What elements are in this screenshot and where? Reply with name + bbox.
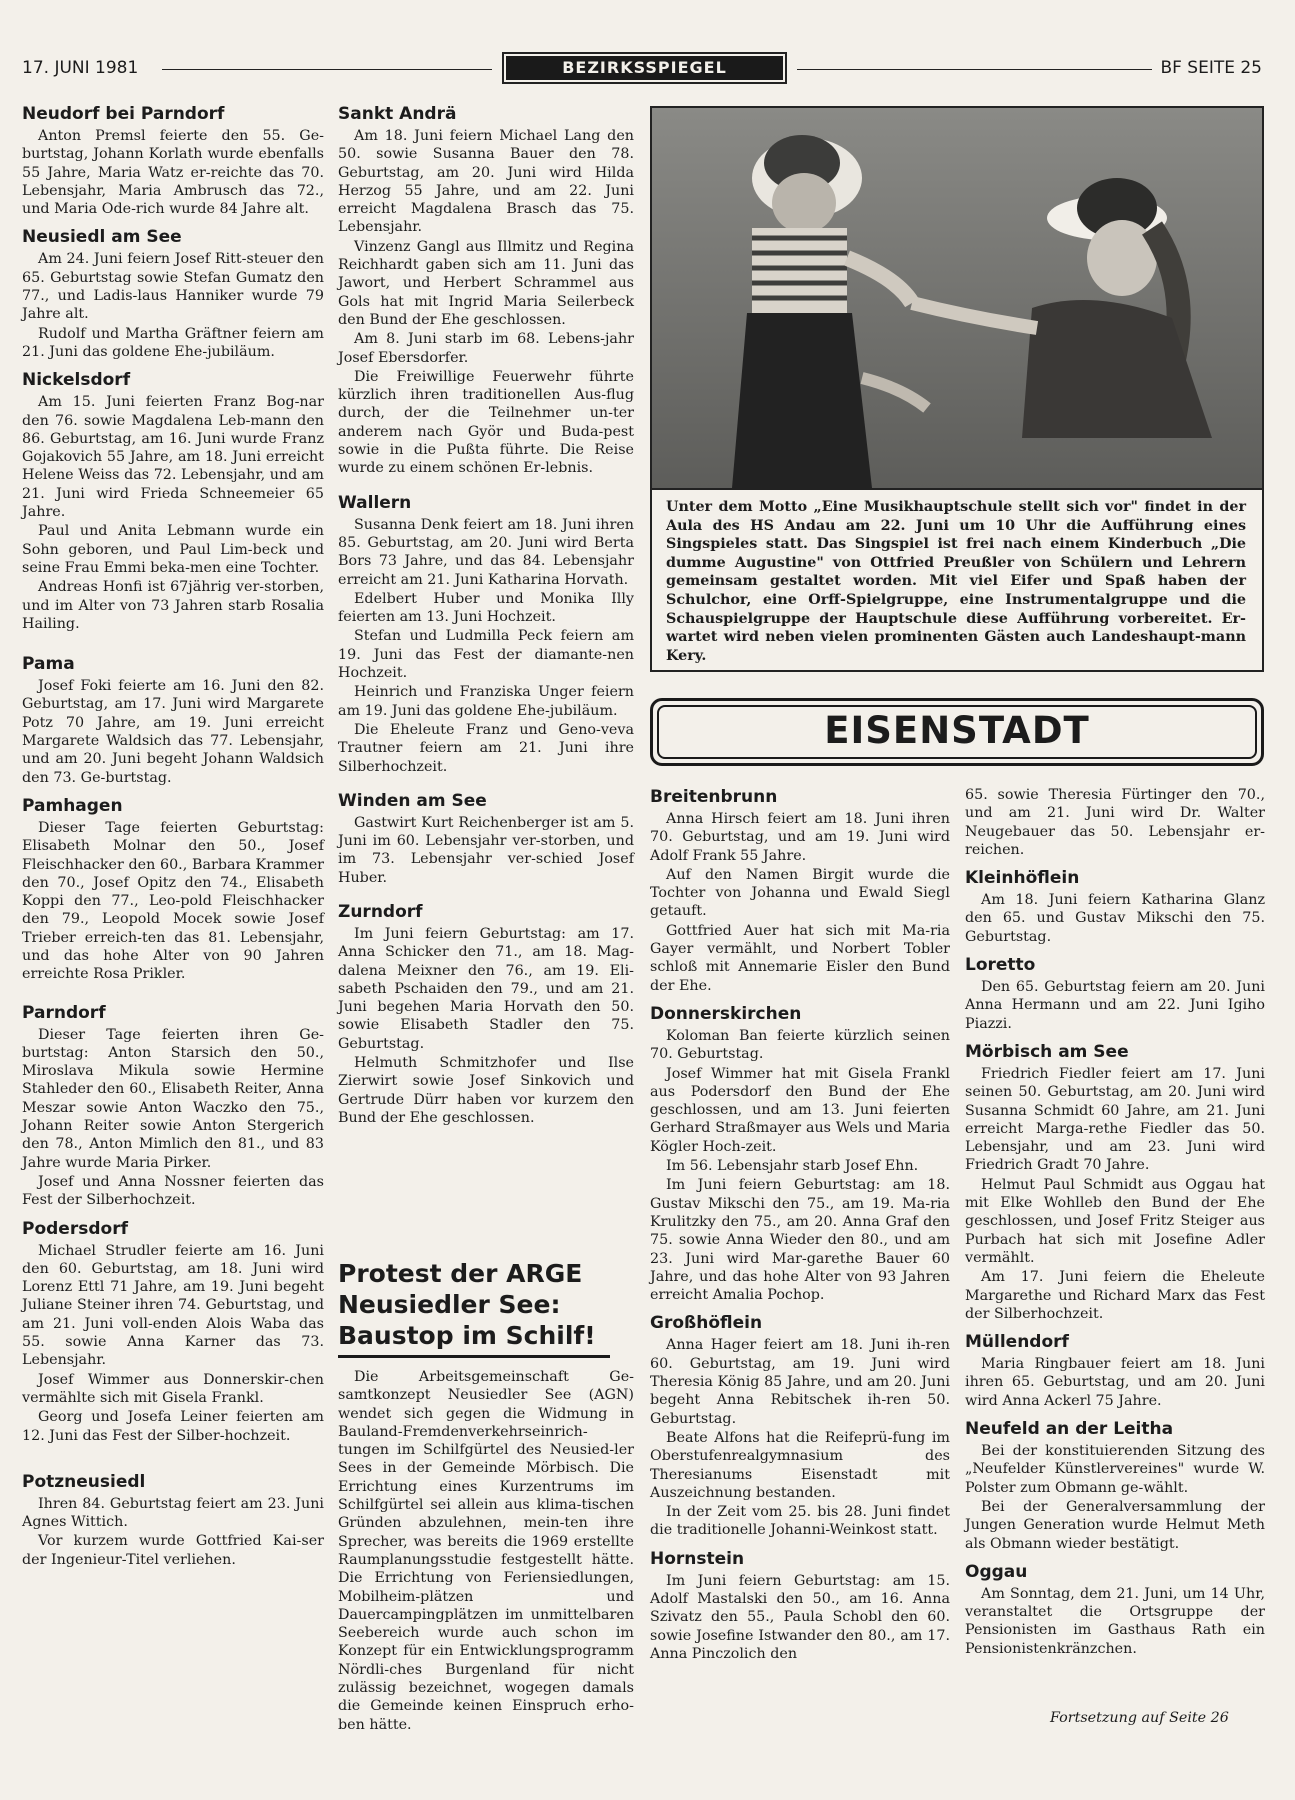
article-paragraph: Am 8. Juni starb im 68. Lebens-jahr Josef Ebersdorfer. xyxy=(338,331,634,366)
article-paragraph: Anna Hirsch feiert am 18. Juni ihren 70. Geburtstag, und am 19. Juni wird Adolf Frank 55 Jahre. xyxy=(650,811,950,864)
protest-headline-line: Neusiedler See: xyxy=(338,1290,561,1319)
photo-image xyxy=(652,108,1262,488)
protest-article xyxy=(338,1368,634,1735)
continued-note: Fortsetzung auf Seite 26 xyxy=(1050,1710,1229,1726)
article-paragraph: Die Freiwillige Feuerwehr führte kürzlich ihren traditionellen Aus-flug durch, der die Teilnehmer un-ter anderem nach Györ und Buda-pest sowie in die Pußta führte. Die Reise wurde zu einem schönen Er-lebnis. xyxy=(338,368,634,477)
article-heading: Kleinhöflein xyxy=(965,868,1080,889)
article-paragraph: Josef Wimmer hat mit Gisela Frankl aus Podersdorf den Bund der Ehe geschlossen, und am 13. Juni feierten Gerhard Straßmayer aus Wels und Maria Kögler Hoch-zeit. xyxy=(650,1065,950,1155)
article-paragraph: Am 17. Juni feiern die Eheleute Margarethe und Richard Marx das Fest der Silberhochzeit. xyxy=(965,1269,1265,1322)
page-number: BF SEITE 25 xyxy=(1160,58,1262,78)
article-heading: Mörbisch am See xyxy=(965,1041,1129,1062)
article-heading: Potzneusiedl xyxy=(22,1471,146,1492)
article-paragraph: Susanna Denk feiert am 18. Juni ihren 85. Geburtstag, am 20. Juni wird Berta Bors 73 Jahre, und das 84. Lebensjahr erreicht am 21. Juni Katharina Horvath. xyxy=(338,516,634,588)
article-heading: Winden am See xyxy=(338,790,487,811)
article-paragraph: Dieser Tage feierten ihren Ge-burtstag: Anton Starsich den 50., Miroslava Mikula sowie Hermine Stahleder den 60., Elisabeth Reiter, Anna Meszar sowie Anton Waczko den 75., Johann Reiter sowie Anton Stergerich den 78., Anton Mimlich den 81., und 83 Jahre wurde Maria Pirker. xyxy=(22,1026,324,1171)
photo-caption: Unter dem Motto „Eine Musikhauptschule stellt sich vor" findet in der Aula des HS Andau am 22. Juni um 10 Uhr die Aufführung eines Singspieles statt. Das Singspiel ist frei nach einem Kinderbuch „Die dumme Augustine" von Ottfried Preußler von Schülern und Lehrern gemeinsam gestaltet worden. Mit viel Eifer und Spaß haben der Schulchor, eine Orff-Spielgruppe, eine Instrumentalgruppe und die Schauspielgruppe der Hauptschule diese Aufführung vorbereitet. Er-wartet wird neben vielen prominenten Gästen auch Landeshaupt-mann Kery. xyxy=(666,499,1246,664)
issue-date: 17. JUNI 1981 xyxy=(22,58,139,78)
article-paragraph: Gastwirt Kurt Reichenberger ist am 5. Juni im 60. Lebensjahr ver-storben, und im 73. Lebensjahr ver-schied Josef Huber. xyxy=(338,814,634,886)
article-paragraph: Georg und Josefa Leiner feierten am 12. Juni das Fest der Silber-hochzeit. xyxy=(22,1409,324,1444)
header-rule-left xyxy=(162,69,492,70)
protest-headline xyxy=(338,1258,610,1351)
article-heading: Hornstein xyxy=(650,1548,745,1569)
article-paragraph: Gottfried Auer hat sich mit Ma-ria Gayer vermählt, und Norbert Tobler schloß mit Annemarie Eisler den Bund der Ehe. xyxy=(650,922,950,994)
article-paragraph: Josef und Anna Nossner feierten das Fest der Silberhochzeit. xyxy=(22,1173,324,1209)
column-4 xyxy=(965,786,1265,1659)
article-paragraph: Am 24. Juni feiern Josef Ritt-steuer den 65. Geburtstag sowie Stefan Gumatz den 77., und Ladis-laus Hanniker wurde 79 Jahre alt. xyxy=(22,251,324,323)
section-banner xyxy=(650,698,1264,766)
article-paragraph: Stefan und Ludmilla Peck feiern am 19. Juni das Fest der diamante-nen Hochzeit. xyxy=(338,628,634,682)
article-heading: Breitenbrunn xyxy=(650,787,778,807)
article-paragraph: Bei der Generalversammlung der Jungen Generation wurde Helmut Meth als Obmann wieder bestätigt. xyxy=(965,1498,1265,1552)
header-rule-right xyxy=(797,69,1152,70)
article-paragraph: Vor kurzem wurde Gottfried Kai-ser der Ingenieur-Titel verliehen. xyxy=(22,1533,324,1568)
article-paragraph: Edelbert Huber und Monika Illy feierten am 13. Juni Hochzeit. xyxy=(338,590,634,626)
article-paragraph: Helmuth Schmitzhofer und Ilse Zierwirt sowie Josef Sinkovich und Gertrude Dürr haben vor kurzem den Bund der Ehe geschlossen. xyxy=(338,1055,634,1126)
column-2 xyxy=(338,103,634,1128)
article-heading: Nickelsdorf xyxy=(22,370,131,391)
protest-rule xyxy=(338,1355,610,1358)
article-paragraph: Am 18. Juni feiern Michael Lang den 50. sowie Susanna Bauer den 78. Geburtstag, am 20. Juni wird Hilda Herzog 55 Jahre, und am 22. Juni erreicht Magdalena Brasch das 75. Lebensjahr. xyxy=(338,128,634,236)
article-heading: Neudorf bei Parndorf xyxy=(22,104,225,124)
article-paragraph: Ihren 84. Geburtstag feiert am 23. Juni Agnes Wittich. xyxy=(22,1495,324,1531)
article-paragraph: Josef Wimmer aus Donnerskir-chen vermählte sich mit Gisela Frankl. xyxy=(22,1371,324,1406)
article-paragraph: Am 15. Juni feierten Franz Bog-nar den 76. sowie Magdalena Leb-mann den 86. Geburtstag, am 16. Juni wurde Franz Gojakovich 55 Jahre, am 18. Juni erreicht Helene Weiss das 72. Lebensjahr, und am 21. Juni wird Frieda Schneemeier 65 Jahre. xyxy=(22,394,324,521)
section-label: BEZIRKSSPIEGEL xyxy=(506,56,783,80)
article-paragraph: Die Eheleute Franz und Geno-veva Trautner feiern am 21. Juni ihre Silberhochzeit. xyxy=(338,721,634,775)
article-paragraph: Auf den Namen Birgit wurde die Tochter von Johanna und Ewald Siegl getauft. xyxy=(650,866,950,920)
article-paragraph: Heinrich und Franziska Unger feiern am 19. Juni das goldene Ehe-jubiläum. xyxy=(338,684,634,719)
page-header xyxy=(22,50,1262,92)
article-paragraph: Friedrich Fiedler feiert am 17. Juni seinen 50. Geburtstag, am 20. Juni wird Susanna Schmidt 60 Jahre, am 21. Juni erreicht Marga-rethe Fiedler das 50. Lebensjahr, und am 23. Juni wird Friedrich Gradt 70 Jahre. xyxy=(965,1065,1265,1174)
article-paragraph: Im Juni feiern Geburtstag: am 15. Adolf Mastalski den 50., am 16. Anna Szivatz den 55., Paula Schobl den 60. sowie Josefine Istwander den 80., am 17. Anna Pinczolich den xyxy=(650,1572,950,1662)
photo-box xyxy=(650,106,1264,672)
article-paragraph: Dieser Tage feierten Geburtstag: Elisabeth Molnar den 50., Josef Fleischhacker den 60., Barbara Krammer den 70., Josef Opitz den 74., Elisabeth Koppi den 77., Leo-pold Fleischhacker den 79., Leopold Mocek sowie Josef Trieber erreich-ten das 81. Lebensjahr, und das hohe Alter von 90 Jahren erreichte Rosa Prikler. xyxy=(22,819,324,983)
article-paragraph: Rudolf und Martha Gräftner feiern am 21. Juni das goldene Ehe-jubiläum. xyxy=(22,325,324,360)
article-heading: Müllendorf xyxy=(965,1332,1069,1353)
column-1 xyxy=(22,103,324,1570)
article-heading: Wallern xyxy=(338,492,412,513)
article-heading: Loretto xyxy=(965,955,1036,976)
article-heading: Oggau xyxy=(965,1561,1028,1582)
article-heading: Sankt Andrä xyxy=(338,104,457,124)
article-heading: Parndorf xyxy=(22,1002,106,1023)
article-paragraph: Koloman Ban feierte kürzlich seinen 70. Geburtstag. xyxy=(650,1027,950,1063)
article-paragraph: Andreas Honfi ist 67jährig ver-storben, und im Alter von 73 Jahren starb Rosalia Hailing. xyxy=(22,579,324,632)
article-heading: Großhöflein xyxy=(650,1313,763,1334)
article-heading: Donnerskirchen xyxy=(650,1003,802,1024)
article-paragraph: Den 65. Geburtstag feiern am 20. Juni Anna Hermann und am 22. Juni Igiho Piazzi. xyxy=(965,979,1265,1032)
article-paragraph: Helmut Paul Schmidt aus Oggau hat mit Elke Wohlleb den Bund der Ehe geschlossen, und Josef Fritz Steiger aus Purbach hat sich mit Josefine Adler vermählt. xyxy=(965,1176,1265,1266)
article-paragraph: Maria Ringbauer feiert am 18. Juni ihren 65. Geburtstag, und am 20. Juni wird Anna Ackerl 75 Jahre. xyxy=(965,1356,1265,1409)
article-heading: Pamhagen xyxy=(22,795,123,816)
section-label-box xyxy=(502,52,787,84)
article-paragraph: Beate Alfons hat die Reifeprü-fung im Oberstufenrealgymnasium des Theresianums Eisenstadt mit Auszeichnung bestanden. xyxy=(650,1429,950,1501)
article-paragraph: Josef Foki feierte am 16. Juni den 82. Geburtstag, am 17. Juni wird Margarete Potz 70 Jahre, am 19. Juni erreicht Margarete Waldsich das 77. Lebensjahr, und am 20. Juni begeht Johann Waldsich den 73. Ge-burtstag. xyxy=(22,678,324,786)
article-paragraph: Bei der konstituierenden Sitzung des „Neufelder Künstlervereines" wurde W. Polster zum Obmann ge-wählt. xyxy=(965,1443,1265,1496)
article-paragraph: Am 18. Juni feiern Katharina Glanz den 65. und Gustav Mikschi den 75. Geburtstag. xyxy=(965,892,1265,945)
article-heading: Pama xyxy=(22,654,75,675)
protest-headline-line: Baustop im Schilf! xyxy=(338,1321,596,1350)
article-heading: Zurndorf xyxy=(338,901,423,922)
column-3 xyxy=(650,786,950,1664)
article-paragraph: 65. sowie Theresia Fürtinger den 70., und am 21. Juni wird Dr. Walter Neugebauer das 50. Lebensjahr er-reichen. xyxy=(965,787,1265,858)
article-paragraph: Anton Premsl feierte den 55. Ge-burtstag, Johann Korlath wurde ebenfalls 55 Jahre, Maria Watz er-reichte das 70. Lebensjahr, Maria Ambrusch das 72., und Maria Ode-rich wurde 84 Jahre alt. xyxy=(22,128,324,218)
article-paragraph: Am Sonntag, dem 21. Juni, um 14 Uhr, veranstaltet die Ortsgruppe der Pensionisten im Gasthaus Rath ein Pensionistenkränzchen. xyxy=(965,1585,1265,1657)
article-paragraph: Im Juni feiern Geburtstag: am 17. Anna Schicker den 71., am 18. Mag-dalena Meixner den 76., am 19. Eli-sabeth Pschaiden den 79., und am 21. Juni begehen Maria Horvath den 50. sowie Elisabeth Stadler den 75. Geburtstag. xyxy=(338,925,634,1052)
article-heading: Neufeld an der Leitha xyxy=(965,1419,1174,1440)
article-paragraph: In der Zeit vom 25. bis 28. Juni findet die traditionelle Johanni-Weinkost statt. xyxy=(650,1504,950,1539)
protest-headline-line: Protest der ARGE xyxy=(338,1259,583,1288)
article-paragraph: Im 56. Lebensjahr starb Josef Ehn. xyxy=(666,1158,919,1175)
section-banner-title: EISENSTADT xyxy=(657,705,1257,759)
article-paragraph: Vinzenz Gangl aus Illmitz und Regina Reichhardt gaben sich am 11. Juni das Jawort, und Herbert Schrammel aus Gols hat mit Ingrid Maria Seilerbeck den Bund der Ehe geschlossen. xyxy=(338,238,634,328)
article-paragraph: Im Juni feiern Geburtstag: am 18. Gustav Mikschi den 75., am 19. Ma-ria Krulitzky den 75., am 20. Anna Graf den 75. sowie Anna Wieder den 80., und am 23. Juni wird Mar-garethe Bauer 60 Jahre, und das hohe Alter von 93 Jahren erreicht Amalia Pochop. xyxy=(650,1177,950,1304)
children-photo xyxy=(652,108,1262,490)
article-paragraph: Paul und Anita Lebmann wurde ein Sohn geboren, und Paul Lim-beck und seine Frau Emmi beka-men eine Tochter. xyxy=(22,523,324,576)
article-heading: Podersdorf xyxy=(22,1218,128,1239)
article-paragraph: Michael Strudler feierte am 16. Juni den 60. Geburtstag, am 18. Juni wird Lorenz Ettl 71 Jahre, am 19. Juni begeht Juliane Steiner ihren 74. Geburtstag, und am 21. Juni voll-enden Alois Waba das 55. sowie Anna Karner das 73. Lebensjahr. xyxy=(22,1242,324,1369)
article-heading: Neusiedl am See xyxy=(22,227,182,248)
article-paragraph: Anna Hager feiert am 18. Juni ih-ren 60. Geburtstag, am 19. Juni wird Theresia König 85 Jahre, und am 20. Juni begeht Anna Rebitschek ih-ren 50. Geburtstag. xyxy=(650,1337,950,1427)
article-paragraph: Die Arbeitsgemeinschaft Ge-samtkonzept Neusiedler See (AGN) wendet sich gegen die Widmung in Bauland-Fremdenverkehrseinrich-tungen im Schilfgürtel des Neusied-ler Sees in der Gemeinde Mörbisch. Die Errichtung eines Kurzentrums im Schilfgürtel sei allein aus klima-tischen Gründen abzulehnen, mein-ten ihre Sprecher, was bereits die 1969 erstellte Raumplanungsstudie festgestellt hätte. Die Errichtung von Feriensiedlungen, Mobilheim-plätzen und Dauercampingplätzen im unmittelbaren Seebereich wurde auch schon im Konzept für ein Entwicklungsprogramm Nördli-ches Burgenland für nicht zulässig bezeichnet, wogegen damals die Gemeinde keinen Einspruch erho-ben hätte. xyxy=(338,1369,634,1733)
